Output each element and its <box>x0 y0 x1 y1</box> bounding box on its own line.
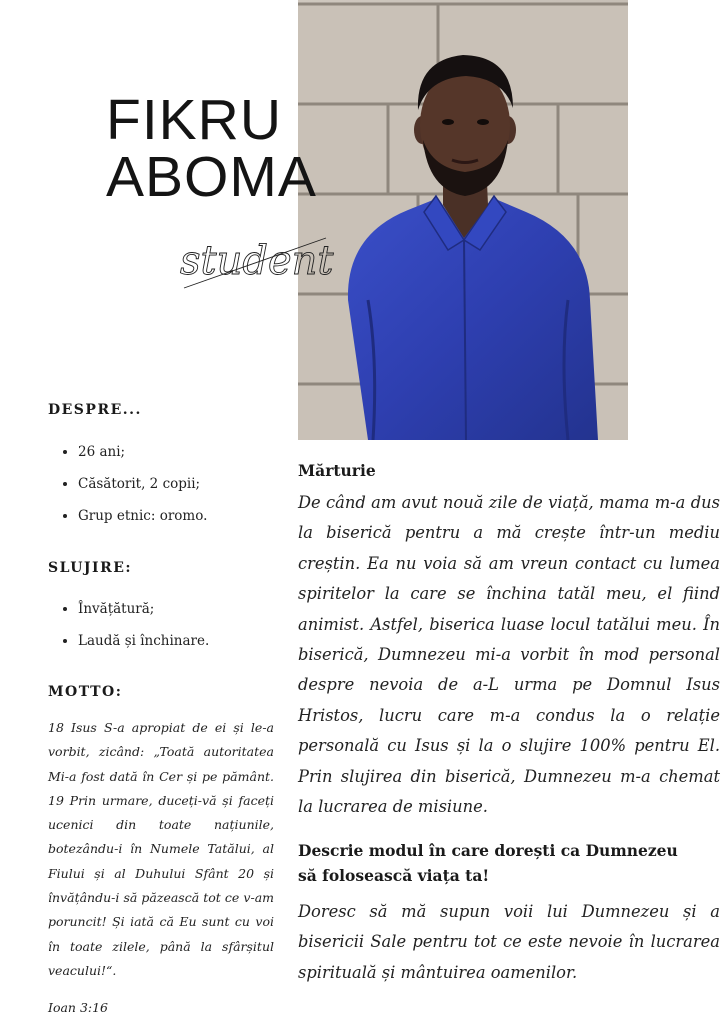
last-name: ABOMA <box>106 145 317 209</box>
calling-heading: Descrie modul în care dorești ca Dumnezeu să folosească viața ta! <box>298 841 678 885</box>
about-item: • Căsătorit, 2 copii; <box>78 468 207 500</box>
calling-text: Doresc să mă supun voii lui Dumnezeu și a bisericii Sale pentru tot ce este nevoie în lucrarea spirituală și mântuirea oamenilor. <box>298 902 720 982</box>
ministry-heading: SLUJIRE: <box>48 560 133 576</box>
motto-text: 18 Isus S-a apropiat de ei și le-a vorbit, zicând: „Toată autoritatea Mi-a fost dată în Cer și pe pământ. 19 Prin urmare, duceți-vă și faceți ucenici din toate națiunile, botezându-i în Numele Tatălui, al Fiului și al Duhului Sfânt 20 și învățându-i să păzească tot ce v-am poruncit! Și iată că Eu sunt cu voi în toate zilele, până la sfârșitul veacului!“. <box>48 720 274 978</box>
about-item: • 26 ani; <box>78 436 207 468</box>
testimony-text: De când am avut nouă zile de viață, mama m-a dus la biserică pentru a mă crește într-un mediu creștin. Ea nu voia să am vreun contact cu lumea spiritelor la care se închina tatăl meu, el fiind animist. Astfel, biserica luase locul tatălui meu. În biserică, Dumnezeu mi-a vorbit în mod personal despre nevoia de a-L urma pe Domnul Isus Hristos, lucru care m-a condus la o relație personală cu Isus și la o slujire 100% pentru El. Prin slujirea din biserică, Dumnezeu m-a chemat la lucrarea de misiune. <box>298 493 720 817</box>
profile-photo <box>298 0 628 440</box>
about-item: • Grup etnic: oromo. <box>78 500 207 532</box>
ministry-list <box>48 593 209 657</box>
motto-reference: Ioan 3:16 <box>48 1000 109 1015</box>
role-label: student <box>180 238 334 284</box>
ministry-item: • Laudă și închinare. <box>78 625 209 657</box>
about-heading: DESPRE... <box>48 402 142 418</box>
ministry-item: • Învățătură; <box>78 593 209 625</box>
role-script <box>176 230 336 300</box>
motto-heading: MOTTO: <box>48 684 123 700</box>
testimony-heading: Mărturie <box>298 461 376 480</box>
person-name <box>106 88 366 209</box>
about-list <box>48 436 207 532</box>
first-name: FIKRU <box>106 88 282 152</box>
